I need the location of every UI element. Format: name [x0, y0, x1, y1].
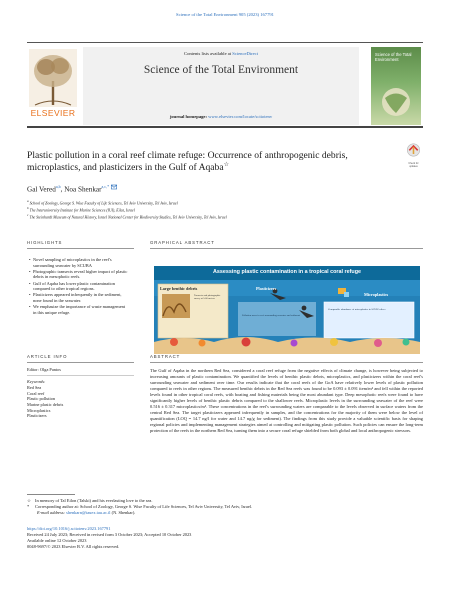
cover-globe-icon	[379, 83, 413, 121]
keyword: Marine plastic debris	[27, 402, 64, 408]
keywords-heading: Keywords:	[27, 379, 46, 384]
ga-panel-label: Microplastics	[364, 292, 389, 297]
received-line: Received 24 July 2023; Received in revised form 3 October 2023; Accepted 10 October 2023	[27, 532, 192, 538]
article-title	[27, 150, 377, 175]
available-line: Available online 12 October 2023	[27, 538, 87, 544]
sciencedirect-link[interactable]: ScienceDirect	[232, 51, 258, 56]
check-updates-label: Check for updates	[408, 162, 419, 168]
journal-homepage-line	[83, 114, 359, 119]
copyright-line: 0048-9697/© 2023 Elsevier B.V. All rights reserved.	[27, 544, 120, 550]
highlight-item: • Gulf of Aqaba has lower plastic contamination compared to other tropical regions.	[29, 281, 129, 292]
highlight-item: • Plasticizers appeared infrequently in the sediment, none found in the seawater.	[29, 292, 129, 303]
highlights-list	[29, 257, 129, 316]
abstract-heading: ABSTRACT	[150, 354, 181, 359]
highlight-item: • Photographic transects reveal higher impact of plastic debris in mesophotic reefs.	[29, 269, 129, 280]
contents-line	[83, 51, 359, 56]
ga-panel-caption: Pollution more in reef surrounding seawater and sediment	[242, 314, 300, 317]
affiliation-line	[27, 213, 227, 219]
affiliation-mark: b	[27, 206, 29, 210]
author-list	[27, 184, 117, 193]
author-name: Noa Shenkar	[64, 185, 102, 194]
author-name: Gal Vered	[27, 185, 56, 194]
keywords-list	[27, 385, 134, 419]
email-suffix: (N. Shenkar).	[110, 510, 136, 516]
editor-line: Editor: Olga Pantos	[27, 367, 61, 372]
graphical-abstract-image[interactable]	[154, 266, 420, 354]
footnote-rule	[27, 494, 75, 495]
check-updates-icon	[405, 143, 422, 157]
title-footnote-mark[interactable]: ☆	[223, 162, 230, 169]
doi-link[interactable]: https://doi.org/10.1016/j.scitotenv.2023.167791	[27, 526, 111, 531]
ga-panel-label: Large benthic debris	[160, 286, 198, 291]
footnote-asterisk-mark: *	[27, 504, 30, 510]
keyword: Plastic pollution	[27, 396, 56, 402]
email-label: E-mail address:	[37, 510, 67, 516]
check-for-updates-badge[interactable]	[405, 143, 422, 168]
article-info-heading: ARTICLE INFO	[27, 354, 68, 359]
highlights-rule	[27, 248, 134, 249]
email-footnote	[27, 510, 252, 516]
keyword: Plasticizers	[27, 413, 47, 419]
highlight-item: • Novel sampling of microplastics in the reef's surrounding seawater by SCUBA	[29, 257, 129, 268]
publisher-name: ELSEVIER	[30, 108, 76, 118]
dedication-text: In memory of Tal Eilon (Talski) and his everlasting love to the sea.	[35, 498, 153, 503]
graphical-abstract-heading: GRAPHICAL ABSTRACT	[150, 240, 215, 245]
affiliation-text: The Steinhardt Museum of Natural History, Israel National Center for Biodiversity Studies, Tel Aviv University, Tel Aviv, Israel	[29, 215, 227, 220]
article-title-text: Plastic pollution in a coral reef climate refuge: Occurrence of anthropogenic debris, microplastics, and plasticizers in the Gulf of Aqaba	[27, 150, 348, 174]
journal-header-box	[83, 47, 359, 125]
journal-name: Science of the Total Environment	[143, 64, 299, 76]
journal-reference-link[interactable]: Science of the Total Environment 905 (2023) 167791	[176, 12, 274, 17]
affiliation-text: School of Zoology, George S. Wise Faculty of Life Sciences, Tel Aviv University, Tel Aviv, Israel	[29, 201, 178, 206]
author-email-link[interactable]: shenkarn@tauex.tau.ac.il	[66, 510, 111, 516]
homepage-link[interactable]: www.elsevier.com/locate/scitotenv	[208, 114, 273, 119]
ga-panel-label: Plasticizers	[256, 286, 277, 291]
elsevier-logo[interactable]	[27, 47, 79, 125]
cover-title: Science of the Total Environment	[375, 52, 412, 62]
highlights-heading: HIGHLIGHTS	[27, 240, 63, 245]
publication-info	[27, 526, 191, 550]
footnote-star-mark: ☆	[27, 498, 31, 503]
footnotes	[27, 498, 252, 516]
corresponding-text: Corresponding author at: School of Zoology, George S. Wise Faculty of Life Sciences, Tel Aviv University, Tel Aviv, Israel.	[35, 504, 253, 510]
affiliation-mark: a	[27, 199, 29, 203]
affiliation-line	[27, 199, 178, 205]
keyword: Coral reef	[27, 390, 45, 396]
ga-panel-caption: Transects and photographic survey at 5-60 meters	[194, 294, 221, 300]
ga-title: Assessing plastic contamination in a tropical coral refuge	[213, 269, 361, 275]
journal-cover-thumbnail[interactable]	[371, 47, 421, 125]
author-separator: ,	[60, 185, 65, 194]
homepage-prefix: journal homepage:	[169, 114, 209, 119]
author-affil-mark[interactable]: a,c,*	[101, 184, 110, 189]
article-info-divider	[27, 375, 134, 376]
affiliation-mark: c	[27, 213, 29, 217]
affiliation-text: The Interuniversity Institute for Marine Sciences (IUI), Eilat, Israel	[29, 208, 135, 213]
keyword: Microplastics	[27, 407, 51, 413]
graphical-abstract-rule	[150, 248, 423, 249]
keyword: Red Sea	[27, 385, 42, 390]
affiliation-line	[27, 206, 135, 212]
journal-masthead	[27, 42, 423, 128]
abstract-text: The Gulf of Aqaba in the northern Red Sea, considered a coral reef refuge from the negative effects of climate change, is however being subjected to increasing amounts of plastic contamination. We quantified the levels of benthic plastic debris, microplastics, and plasticizers within the coral reef's surrounding seawater and sediment over time. Our results indicate that the coral reefs of the GoA have relatively lower levels of plastic pollution compared to reefs in other regions. The measured benthic debris in the Red Sea reefs was found to be 0.093 ± 0.091 item/m² and fell within the reported levels found in other tropical coral reefs, with boating and fishing materials being the most abundant type. Deep mesophotic reefs were found to have significantly higher levels of benthic plastic debris compared to the shallower reefs. Microplastic levels in the surrounding seawater of the reef were 0.516 ± 0.317 microplastics/m³. These concentrations in the reef's surrounding waters are comparable to the levels observed in surface waters from the central Red Sea. The target plasticizers appeared infrequently in samples, and the concentrations for the majority of them were below the level of quantification (LOQ = 14.7 ng/l for water and 14.7 ng/g for sediment). The findings from this study provide a valuable scientific basis for shaping regional policies and implementing management strategies aimed at controlling and mitigating plastic pollution. Such policies can ensure the long-term protection of the reefs in the northern Red Sea, turning them into a secure coral refuge shielded from both global and local anthropogenic stressors.	[150, 368, 423, 433]
author-affil-mark[interactable]: a,b	[55, 184, 61, 189]
highlight-item: • We emphasize the importance of waste management in this unique refuge.	[29, 304, 129, 315]
contents-prefix: Contents lists available at	[184, 51, 233, 56]
article-info-rule	[27, 362, 134, 363]
email-envelope-icon[interactable]	[111, 184, 117, 190]
abstract-rule	[150, 362, 423, 363]
ga-panel-caption: Comparable abundance of microplastics in SCUBA dives	[328, 308, 386, 311]
